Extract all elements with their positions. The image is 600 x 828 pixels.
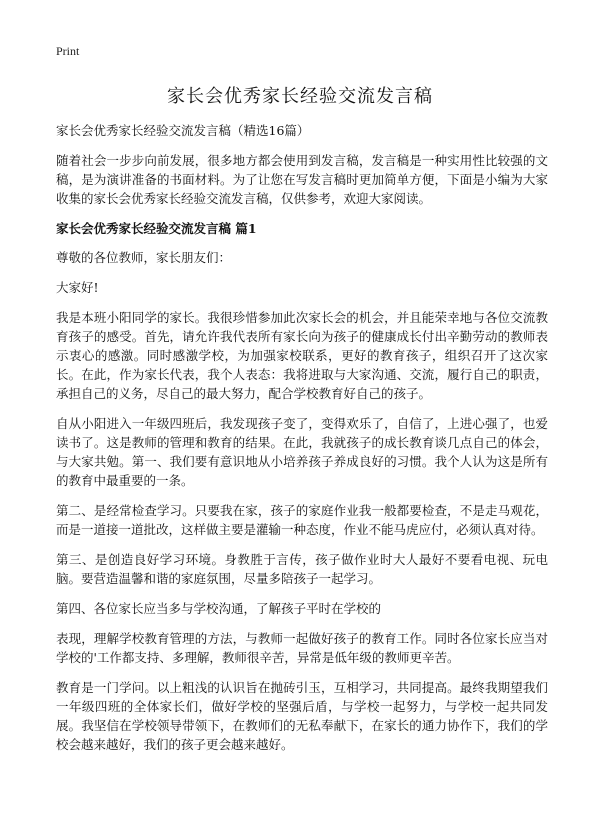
paragraph-greeting: 大家好! [56,280,99,295]
paragraph-intro: 随着社会一步步向前发展，很多地方都会使用到发言稿，发言稿是一种实用性比较强的文稿，是为演讲准备的书面材料。为了让您在写发言稿时更加简单方便，下面是小编为大家收集的家长会优秀家长经验交流发言稿，仅供参考，欢迎大家阅读。 [56,153,548,206]
document-body [56,151,548,765]
paragraph-salutation: 尊敬的各位教师，家长朋友们： [56,250,232,265]
paragraph: 教育是一门学问。以上粗浅的认识旨在抛砖引玉，互相学习，共同提高。最终我期望我们一年级四班的全体家长们，做好学校的坚强后盾，与学校一起努力，与学校一起共同发展。我坚信在学校领导带领下，在教师们的无私奉献下，在家长的通力协作下，我们的学校会越来越好，我们的孩子更会越来越好。 [56,680,548,752]
paragraph: 自从小阳进入一年级四班后，我发现孩子变了，变得欢乐了，自信了，上进心强了，也爱读书了。这是教师的管理和教育的结果。在此，我就孩子的成长教育谈几点自己的体会，与大家共勉。第一、我们要有意识地从小培养孩子养成良好的习惯。我个人认为这是所有的教育中最重要的一条。 [56,416,548,488]
paragraph: 我是本班小阳同学的家长。我很珍惜参加此次家长会的机会，并且能荣幸地与各位交流教育孩子的感受。首先，请允许我代表所有家长向为孩子的健康成长付出辛勤劳动的教师表示衷心的感激。同时感激学校，为加强家校联系，更好的教育孩子，组织召开了这次家长。在此，作为家长代表，我个人表态：我将进取与大家沟通、交流，履行自己的职责，承担自己的义务，尽自己的最大努力，配合学校教育好自己的孩子。 [56,310,548,401]
document-subtitle: 家长会优秀家长经验交流发言稿（精选16篇） [56,123,310,138]
paragraph: 第二、是经常检查学习。只要我在家，孩子的家庭作业我一般都要检查，不是走马观花，而是一道接一道批改，这样做主要是灌输一种态度，作业不能马虎应付，必须认真对待。 [56,503,548,537]
section-heading: 家长会优秀家长经验交流发言稿 篇1 [56,221,257,236]
document-title: 家长会优秀家长经验交流发言稿 [167,86,433,107]
paragraph: 第四、各位家长应当多与学校沟通，了解孩子平时在学校的 [56,601,382,616]
paragraph: 第三、是创造良好学习环境。身教胜于言传，孩子做作业时大人最好不要看电视、玩电脑。要营造温馨和谐的家庭氛围，尽量多陪孩子一起学习。 [56,552,548,586]
print-label[interactable]: Print [56,44,80,58]
paragraph: 表现，理解学校教育管理的方法，与教师一起做好孩子的教育工作。同时各位家长应当对学校的'工作都支持、多理解，教师很辛苦，异常是低年级的教师更辛苦。 [56,631,548,665]
